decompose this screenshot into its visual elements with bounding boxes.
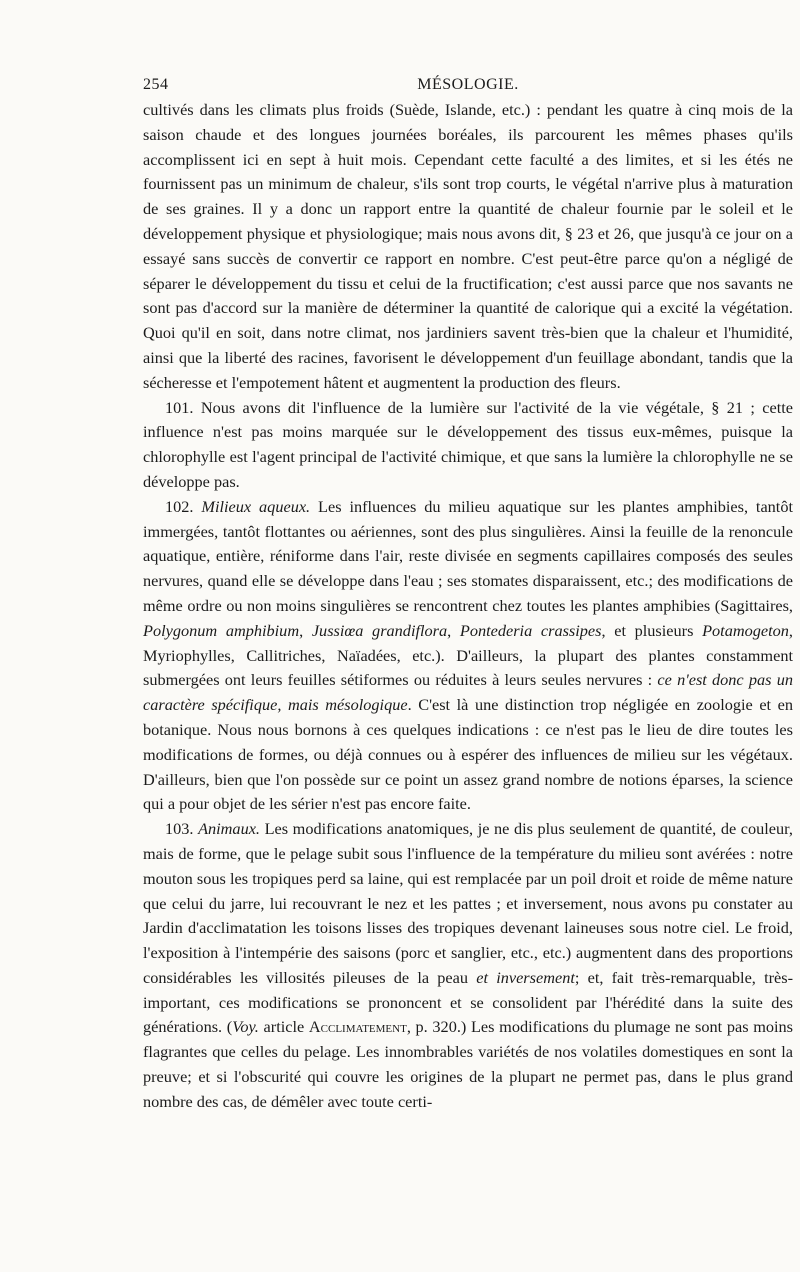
italic-run: ce n'est donc pas un caractère spécifique, mais mésologique bbox=[143, 670, 793, 715]
italic-run: Animaux. bbox=[198, 819, 261, 839]
text-run: ; et, fait très-remarquable, très-important, ces modifications se prononcent et se consolident par l'hérédité dans la suite des générations. ( bbox=[143, 967, 794, 1037]
text-run: , Myriophylles, Callitriches, Naïadées, etc.). D'ailleurs, la plupart des plantes constamment submergées ont leurs feuilles sétiformes ou réduites à leurs seules nervures : bbox=[143, 620, 793, 690]
text-run: , bbox=[299, 620, 312, 640]
page-header bbox=[143, 70, 793, 98]
body-text bbox=[143, 98, 793, 1115]
text-run: , et plusieurs bbox=[601, 620, 703, 640]
text-run: , bbox=[447, 620, 460, 640]
italic-run: Pontederia crassipes bbox=[459, 620, 602, 640]
book-page bbox=[143, 70, 793, 1115]
text-run: Les modifications anatomiques, je ne dis plus seulement de quantité, de couleur, mais de forme, que le pelage subit sous l'influence de la température du milieu sont avérées : notre mouton sous les tropiques perd sa laine, qui est remplacée par un poil droit et roide de même nature que celui du jarre, lui recouvrant le nez et les pattes ; et inversement, nous avons pu constater au Jardin d'acclimatation les toisons lisses des tropiques devenant laineuses sous notre ciel. Le froid, l'exposition à l'intempérie des saisons (porc et sanglier, etc., etc.) augmentent dans des proportions considérables les villosités pileuses de la peau bbox=[143, 819, 793, 987]
italic-run: Milieux aqueux. bbox=[201, 496, 311, 516]
small-caps-run: Acclimatement bbox=[308, 1017, 407, 1037]
italic-run: Potamogeton bbox=[702, 620, 789, 640]
text-run: 103. bbox=[165, 819, 199, 839]
page-number: 254 bbox=[143, 76, 169, 93]
text-run: 101. Nous avons dit l'influence de la lumière sur l'activité de la vie végétale, § 21 ; cette influence n'est pas moins marquée sur le développement des tissus eux-mêmes, puisque la chlorophylle est l'agent principal de l'activité chimique, et que sans la lumière la chlorophylle ne se développe pas. bbox=[143, 397, 793, 491]
italic-run: Voy. bbox=[232, 1017, 259, 1037]
paragraph-102 bbox=[143, 495, 793, 817]
italic-run: Jussiœa grandiflora bbox=[311, 620, 448, 640]
text-run: cultivés dans les climats plus froids (Suède, Islande, etc.) : pendant les quatre à cinq mois de la saison chaude et des longues journées boréales, ils parcourent les mêmes phases qu'ils accomplissent ici en sept à huit mois. Cependant cette faculté a des limites, et si les étés ne fournissent pas un minimum de chaleur, s'ils sont trop courts, le végétal n'arrive plus à maturation de ses graines. Il y a donc un rapport entre la quantité de chaleur fournie par le soleil et le développement physique et physiologique; mais nous avons dit, § 23 et 26, que jusqu'à ce jour on a essayé sans succès de convertir ce rapport en nombre. C'est peut-être parce qu'on a négligé de séparer le développement du tissu et celui de la fructification; c'est aussi parce que nos savants ne sont pas d'accord sur la manière de déterminer la quantité de calorique qui a excité la végétation. Quoi qu'il en soit, dans notre climat, nos jardiniers savent très-bien que la chaleur et l'humidité, ainsi que la liberté des racines, favorisent le développement d'un feuillage abondant, tandis que la sécheresse et l'empotement hâtent et augmentent la production des fleurs. bbox=[143, 100, 793, 392]
paragraph-continued bbox=[143, 98, 793, 396]
running-title: MÉSOLOGIE. bbox=[417, 76, 519, 93]
text-run: . C'est là une distinction trop négligée en zoologie et en botanique. Nous nous bornons à ces quelques indications : ce n'est pas le lieu de dire toutes les modifications de formes, ou déjà connues ou à espérer des influences de milieu sur les végétaux. D'ailleurs, bien que l'on possède sur ce point un assez grand nombre de notions éparses, la science qui a pour objet de les sérier n'est pas encore faite. bbox=[143, 695, 793, 814]
text-run: 102. bbox=[165, 496, 202, 516]
text-run: Les influences du milieu aquatique sur les plantes amphibies, tantôt immergées, tantôt flottantes ou aériennes, sont des plus singulières. Ainsi la feuille de la renoncule aquatique, entière, réniforme dans l'air, reste divisée en segments capillaires composés des seules nervures, quand elle se développe dans l'eau ; ses stomates disparaissent, etc.; des modifications de même ordre ou non moins singulières se rencontrent chez toutes les plantes amphibies (Sagittaires, bbox=[143, 496, 793, 615]
paragraph-103 bbox=[143, 817, 793, 1115]
paragraph-101 bbox=[143, 396, 793, 495]
italic-run: Polygonum amphibium bbox=[143, 620, 300, 640]
italic-run: et inversement bbox=[476, 967, 575, 987]
text-run: article bbox=[258, 1017, 309, 1037]
text-run: , p. 320.) Les modifications du plumage ne sont pas moins flagrantes que celles du pelage. Les innombrables variétés de nos volatiles domestiques en sont la preuve; et si l'obscurité qui couvre les origines de la plupart ne permet pas, dans le plus grand nombre des cas, de démêler avec toute certi- bbox=[143, 1017, 794, 1111]
